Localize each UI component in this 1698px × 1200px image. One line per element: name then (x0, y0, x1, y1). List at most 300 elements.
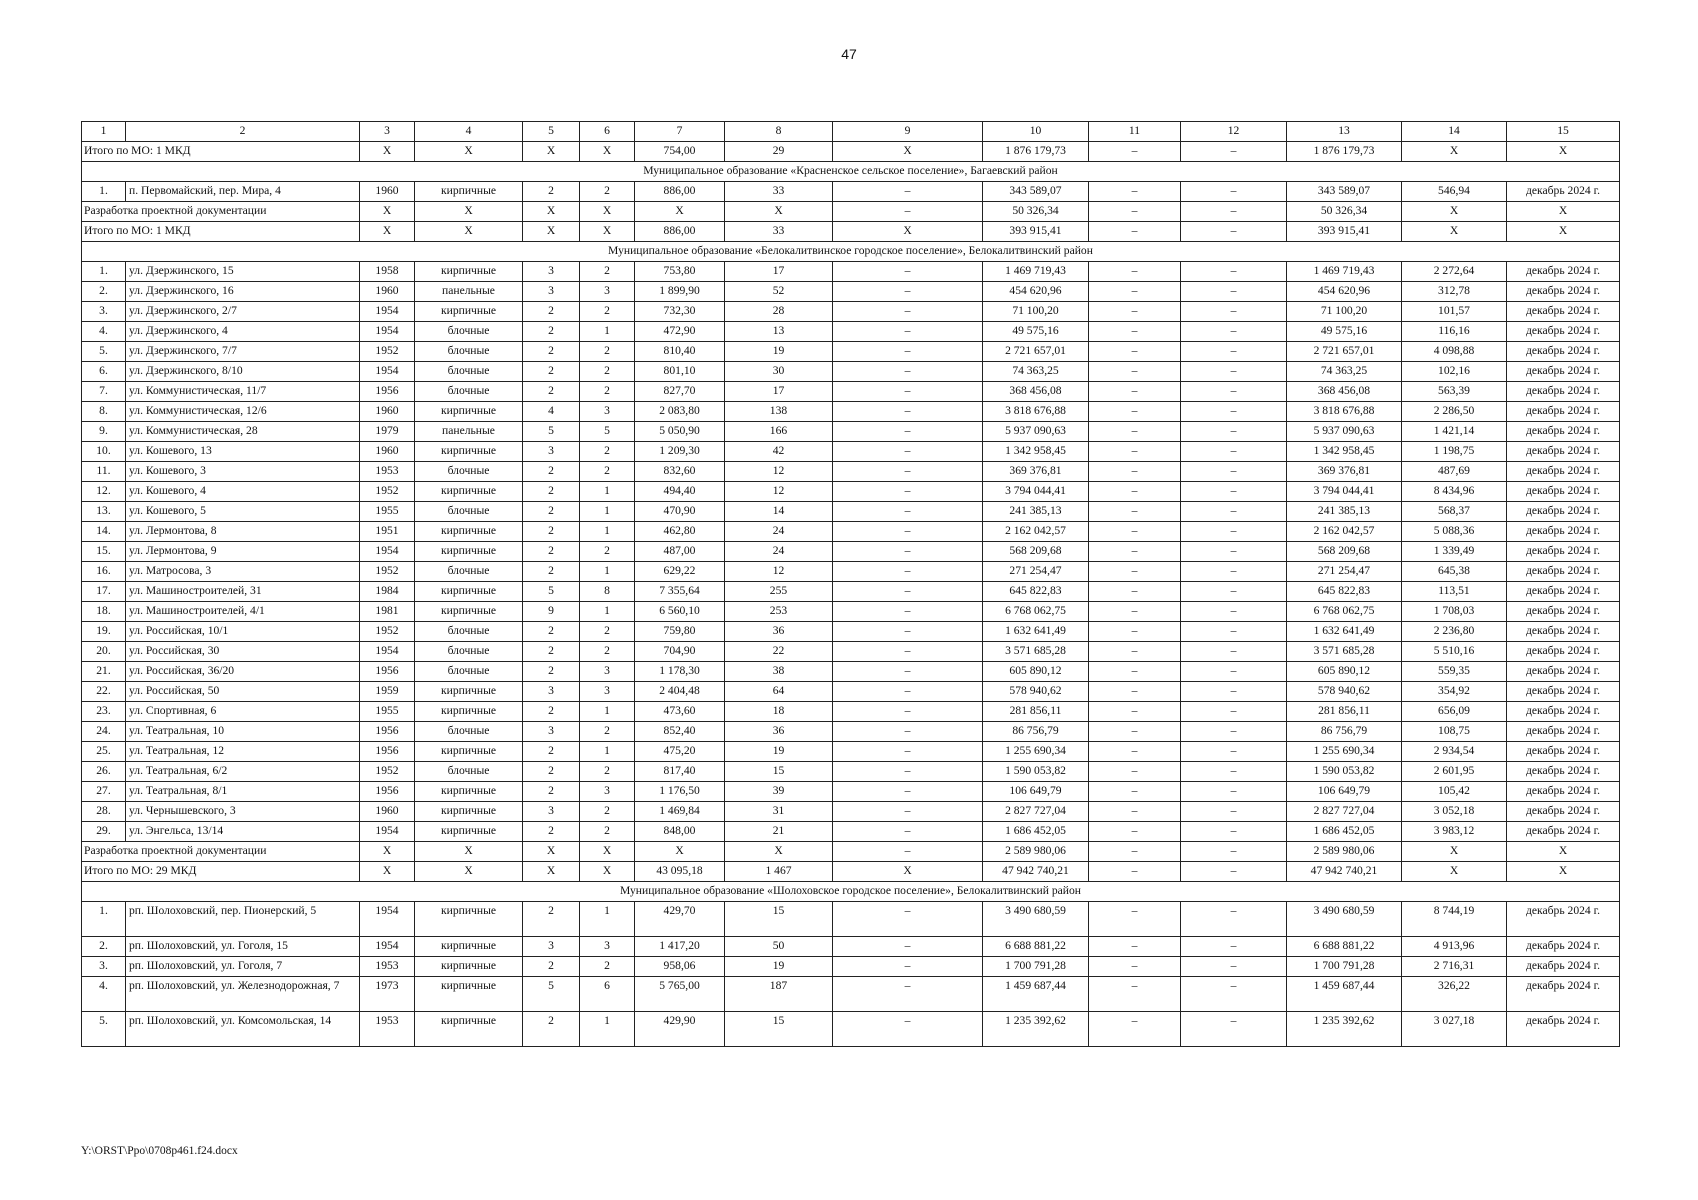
data-cell-c8: 50 (725, 937, 833, 957)
total-label: Итого по МО: 1 МКД (82, 142, 360, 162)
data-cell-c6: 3 (580, 662, 635, 682)
data-cell-c6: 2 (580, 822, 635, 842)
data-cell-c10: 2 721 657,01 (983, 342, 1089, 362)
data-cell-c8: 12 (725, 562, 833, 582)
total-cell-c8: 1 467 (725, 862, 833, 882)
row-number: 29. (82, 822, 126, 842)
data-cell-c10: 6 688 881,22 (983, 937, 1089, 957)
data-cell-c6: 3 (580, 682, 635, 702)
header-cell: 6 (580, 122, 635, 142)
row-number: 14. (82, 522, 126, 542)
data-cell-c14: 101,57 (1402, 302, 1507, 322)
address-cell: ул. Коммунистическая, 28 (126, 422, 360, 442)
row-number: 18. (82, 602, 126, 622)
total-cell-c4: X (415, 862, 523, 882)
data-cell-c6: 8 (580, 582, 635, 602)
data-cell-c10: 578 940,62 (983, 682, 1089, 702)
total-row (82, 842, 1620, 862)
total-cell-c3: X (360, 202, 415, 222)
total-cell-c3: X (360, 142, 415, 162)
address-cell: ул. Спортивная, 6 (126, 702, 360, 722)
data-cell-c13: 86 756,79 (1287, 722, 1402, 742)
data-cell-c12: – (1181, 282, 1287, 302)
data-cell-c14: 8 744,19 (1402, 902, 1507, 937)
data-cell-c12: – (1181, 702, 1287, 722)
address-cell: п. Первомайский, пер. Мира, 4 (126, 182, 360, 202)
data-cell-c6: 5 (580, 422, 635, 442)
data-cell-c8: 22 (725, 642, 833, 662)
row-number: 19. (82, 622, 126, 642)
data-cell-c7: 429,70 (635, 902, 725, 937)
total-cell-c10: 50 326,34 (983, 202, 1089, 222)
data-cell-c4: блочные (415, 462, 523, 482)
data-cell-c10: 1 342 958,45 (983, 442, 1089, 462)
data-cell-c4: кирпичные (415, 522, 523, 542)
data-cell-c5: 2 (523, 462, 580, 482)
data-cell-c3: 1952 (360, 342, 415, 362)
data-cell-c6: 3 (580, 937, 635, 957)
total-cell-c13: 47 942 740,21 (1287, 862, 1402, 882)
data-cell-c7: 629,22 (635, 562, 725, 582)
data-cell-c8: 13 (725, 322, 833, 342)
section-heading-row (82, 242, 1620, 262)
data-cell-c12: – (1181, 782, 1287, 802)
total-cell-c11: – (1089, 142, 1181, 162)
data-cell-c8: 15 (725, 762, 833, 782)
data-cell-c10: 281 856,11 (983, 702, 1089, 722)
total-cell-c5: X (523, 842, 580, 862)
table-row (82, 382, 1620, 402)
data-cell-c6: 6 (580, 977, 635, 1012)
total-cell-c6: X (580, 222, 635, 242)
data-cell-c11: – (1089, 442, 1181, 462)
data-cell-c6: 1 (580, 742, 635, 762)
data-cell-c10: 369 376,81 (983, 462, 1089, 482)
data-cell-c8: 21 (725, 822, 833, 842)
data-cell-c7: 487,00 (635, 542, 725, 562)
data-cell-c9: – (833, 442, 983, 462)
data-cell-c3: 1952 (360, 562, 415, 582)
data-cell-c3: 1960 (360, 402, 415, 422)
data-cell-c10: 1 700 791,28 (983, 957, 1089, 977)
data-cell-c13: 369 376,81 (1287, 462, 1402, 482)
data-cell-c3: 1952 (360, 762, 415, 782)
data-cell-c11: – (1089, 462, 1181, 482)
data-cell-c15: декабрь 2024 г. (1507, 722, 1620, 742)
data-cell-c10: 106 649,79 (983, 782, 1089, 802)
data-cell-c5: 2 (523, 622, 580, 642)
data-cell-c9: – (833, 382, 983, 402)
total-cell-c12: – (1181, 222, 1287, 242)
total-cell-c8: 33 (725, 222, 833, 242)
total-row (82, 142, 1620, 162)
data-cell-c9: – (833, 682, 983, 702)
data-cell-c5: 5 (523, 422, 580, 442)
data-cell-c3: 1951 (360, 522, 415, 542)
total-cell-c15: X (1507, 842, 1620, 862)
section-heading: Муниципальное образование «Шолоховское городское поселение», Белокалитвинский район (82, 882, 1620, 902)
data-cell-c15: декабрь 2024 г. (1507, 482, 1620, 502)
total-cell-c10: 47 942 740,21 (983, 862, 1089, 882)
data-cell-c13: 605 890,12 (1287, 662, 1402, 682)
table-row (82, 822, 1620, 842)
data-cell-c8: 64 (725, 682, 833, 702)
data-cell-c13: 454 620,96 (1287, 282, 1402, 302)
data-cell-c5: 3 (523, 937, 580, 957)
table-row (82, 182, 1620, 202)
address-cell: рп. Шолоховский, ул. Гоголя, 15 (126, 937, 360, 957)
data-cell-c7: 1 469,84 (635, 802, 725, 822)
data-cell-c14: 105,42 (1402, 782, 1507, 802)
total-cell-c12: – (1181, 142, 1287, 162)
data-cell-c13: 1 700 791,28 (1287, 957, 1402, 977)
data-cell-c13: 1 590 053,82 (1287, 762, 1402, 782)
total-cell-c3: X (360, 222, 415, 242)
table-row (82, 902, 1620, 937)
row-number: 5. (82, 342, 126, 362)
data-cell-c14: 8 434,96 (1402, 482, 1507, 502)
data-cell-c9: – (833, 582, 983, 602)
data-cell-c4: блочные (415, 622, 523, 642)
data-cell-c5: 3 (523, 682, 580, 702)
data-cell-c3: 1981 (360, 602, 415, 622)
data-cell-c4: кирпичные (415, 937, 523, 957)
data-cell-c13: 2 827 727,04 (1287, 802, 1402, 822)
data-cell-c8: 253 (725, 602, 833, 622)
row-number: 3. (82, 957, 126, 977)
data-cell-c4: кирпичные (415, 702, 523, 722)
data-cell-c9: – (833, 302, 983, 322)
data-cell-c10: 343 589,07 (983, 182, 1089, 202)
data-cell-c5: 2 (523, 782, 580, 802)
data-cell-c4: кирпичные (415, 262, 523, 282)
data-cell-c4: кирпичные (415, 1012, 523, 1047)
data-cell-c10: 605 890,12 (983, 662, 1089, 682)
table-row (82, 282, 1620, 302)
section-heading-row (82, 162, 1620, 182)
data-cell-c15: декабрь 2024 г. (1507, 362, 1620, 382)
data-cell-c7: 470,90 (635, 502, 725, 522)
data-cell-c6: 1 (580, 482, 635, 502)
header-cell: 14 (1402, 122, 1507, 142)
data-cell-c10: 1 235 392,62 (983, 1012, 1089, 1047)
data-cell-c3: 1960 (360, 442, 415, 462)
data-cell-c11: – (1089, 482, 1181, 502)
data-cell-c15: декабрь 2024 г. (1507, 602, 1620, 622)
data-cell-c14: 312,78 (1402, 282, 1507, 302)
data-cell-c4: кирпичные (415, 902, 523, 937)
data-cell-c13: 49 575,16 (1287, 322, 1402, 342)
total-row (82, 202, 1620, 222)
total-cell-c3: X (360, 862, 415, 882)
total-cell-c13: 2 589 980,06 (1287, 842, 1402, 862)
data-cell-c4: кирпичные (415, 957, 523, 977)
table-row (82, 977, 1620, 1012)
data-cell-c14: 4 913,96 (1402, 937, 1507, 957)
data-cell-c12: – (1181, 977, 1287, 1012)
data-cell-c3: 1954 (360, 937, 415, 957)
data-cell-c7: 832,60 (635, 462, 725, 482)
data-cell-c9: – (833, 322, 983, 342)
data-cell-c12: – (1181, 1012, 1287, 1047)
data-cell-c5: 3 (523, 262, 580, 282)
data-cell-c15: декабрь 2024 г. (1507, 582, 1620, 602)
data-cell-c6: 2 (580, 382, 635, 402)
data-cell-c7: 2 083,80 (635, 402, 725, 422)
data-cell-c10: 2 827 727,04 (983, 802, 1089, 822)
data-cell-c12: – (1181, 362, 1287, 382)
address-cell: рп. Шолоховский, пер. Пионерский, 5 (126, 902, 360, 937)
data-cell-c9: – (833, 937, 983, 957)
data-cell-c5: 2 (523, 362, 580, 382)
data-cell-c11: – (1089, 1012, 1181, 1047)
data-cell-c4: блочные (415, 662, 523, 682)
data-cell-c5: 4 (523, 402, 580, 422)
row-number: 1. (82, 902, 126, 937)
data-cell-c5: 5 (523, 977, 580, 1012)
row-number: 8. (82, 402, 126, 422)
data-cell-c9: – (833, 462, 983, 482)
address-cell: ул. Театральная, 8/1 (126, 782, 360, 802)
data-cell-c13: 1 342 958,45 (1287, 442, 1402, 462)
row-number: 10. (82, 442, 126, 462)
table-row (82, 522, 1620, 542)
data-cell-c4: кирпичные (415, 302, 523, 322)
address-cell: рп. Шолоховский, ул. Гоголя, 7 (126, 957, 360, 977)
data-cell-c12: – (1181, 902, 1287, 937)
data-cell-c5: 3 (523, 442, 580, 462)
table-row (82, 957, 1620, 977)
data-cell-c12: – (1181, 542, 1287, 562)
data-cell-c6: 3 (580, 402, 635, 422)
data-cell-c15: декабрь 2024 г. (1507, 182, 1620, 202)
address-cell: ул. Кошевого, 13 (126, 442, 360, 462)
data-cell-c10: 3 490 680,59 (983, 902, 1089, 937)
total-row (82, 222, 1620, 242)
data-cell-c11: – (1089, 262, 1181, 282)
total-cell-c10: 1 876 179,73 (983, 142, 1089, 162)
data-cell-c4: кирпичные (415, 442, 523, 462)
data-cell-c14: 354,92 (1402, 682, 1507, 702)
total-cell-c13: 393 915,41 (1287, 222, 1402, 242)
data-cell-c14: 4 098,88 (1402, 342, 1507, 362)
data-cell-c12: – (1181, 522, 1287, 542)
total-cell-c10: 2 589 980,06 (983, 842, 1089, 862)
total-cell-c15: X (1507, 222, 1620, 242)
data-cell-c9: – (833, 182, 983, 202)
data-cell-c8: 38 (725, 662, 833, 682)
data-cell-c3: 1956 (360, 662, 415, 682)
data-cell-c11: – (1089, 602, 1181, 622)
total-cell-c11: – (1089, 842, 1181, 862)
data-cell-c5: 2 (523, 322, 580, 342)
table-row (82, 362, 1620, 382)
data-cell-c13: 71 100,20 (1287, 302, 1402, 322)
data-cell-c11: – (1089, 342, 1181, 362)
data-cell-c3: 1958 (360, 262, 415, 282)
total-cell-c7: 754,00 (635, 142, 725, 162)
data-cell-c14: 3 027,18 (1402, 1012, 1507, 1047)
data-cell-c4: кирпичные (415, 742, 523, 762)
data-cell-c3: 1952 (360, 622, 415, 642)
total-cell-c6: X (580, 202, 635, 222)
total-cell-c5: X (523, 142, 580, 162)
data-cell-c11: – (1089, 182, 1181, 202)
data-cell-c8: 18 (725, 702, 833, 722)
row-number: 13. (82, 502, 126, 522)
data-cell-c10: 74 363,25 (983, 362, 1089, 382)
data-cell-c3: 1956 (360, 722, 415, 742)
data-cell-c4: блочные (415, 642, 523, 662)
data-cell-c12: – (1181, 742, 1287, 762)
total-cell-c5: X (523, 862, 580, 882)
data-cell-c3: 1955 (360, 502, 415, 522)
data-cell-c12: – (1181, 342, 1287, 362)
data-cell-c6: 2 (580, 622, 635, 642)
data-cell-c6: 2 (580, 442, 635, 462)
data-cell-c13: 1 459 687,44 (1287, 977, 1402, 1012)
data-cell-c6: 1 (580, 562, 635, 582)
data-cell-c7: 2 404,48 (635, 682, 725, 702)
data-cell-c10: 3 794 044,41 (983, 482, 1089, 502)
data-cell-c7: 704,90 (635, 642, 725, 662)
data-cell-c14: 1 339,49 (1402, 542, 1507, 562)
data-cell-c5: 9 (523, 602, 580, 622)
data-cell-c12: – (1181, 802, 1287, 822)
data-cell-c5: 2 (523, 1012, 580, 1047)
data-cell-c13: 1 235 392,62 (1287, 1012, 1402, 1047)
data-cell-c8: 36 (725, 622, 833, 642)
address-cell: ул. Российская, 30 (126, 642, 360, 662)
data-cell-c4: кирпичные (415, 782, 523, 802)
header-row (82, 122, 1620, 142)
data-cell-c11: – (1089, 542, 1181, 562)
section-heading-row (82, 882, 1620, 902)
data-cell-c9: – (833, 402, 983, 422)
total-cell-c14: X (1402, 222, 1507, 242)
data-cell-c10: 6 768 062,75 (983, 602, 1089, 622)
data-cell-c8: 166 (725, 422, 833, 442)
data-cell-c10: 368 456,08 (983, 382, 1089, 402)
data-cell-c13: 578 940,62 (1287, 682, 1402, 702)
table-row (82, 682, 1620, 702)
data-cell-c5: 2 (523, 662, 580, 682)
data-cell-c13: 2 721 657,01 (1287, 342, 1402, 362)
data-cell-c11: – (1089, 422, 1181, 442)
data-cell-c10: 271 254,47 (983, 562, 1089, 582)
data-cell-c7: 852,40 (635, 722, 725, 742)
total-cell-c11: – (1089, 862, 1181, 882)
data-cell-c8: 24 (725, 522, 833, 542)
data-cell-c14: 2 716,31 (1402, 957, 1507, 977)
data-cell-c12: – (1181, 582, 1287, 602)
table-row (82, 802, 1620, 822)
header-cell: 8 (725, 122, 833, 142)
data-cell-c8: 19 (725, 957, 833, 977)
data-cell-c9: – (833, 422, 983, 442)
table-row (82, 642, 1620, 662)
row-number: 2. (82, 282, 126, 302)
total-cell-c5: X (523, 202, 580, 222)
data-cell-c12: – (1181, 682, 1287, 702)
data-cell-c14: 3 983,12 (1402, 822, 1507, 842)
data-cell-c14: 559,35 (1402, 662, 1507, 682)
data-cell-c13: 1 686 452,05 (1287, 822, 1402, 842)
data-cell-c7: 6 560,10 (635, 602, 725, 622)
row-number: 17. (82, 582, 126, 602)
table-row (82, 662, 1620, 682)
data-cell-c3: 1960 (360, 802, 415, 822)
row-number: 26. (82, 762, 126, 782)
total-cell-c9: X (833, 862, 983, 882)
header-cell: 15 (1507, 122, 1620, 142)
total-cell-c7: X (635, 202, 725, 222)
address-cell: ул. Коммунистическая, 11/7 (126, 382, 360, 402)
header-cell: 12 (1181, 122, 1287, 142)
data-cell-c11: – (1089, 362, 1181, 382)
data-cell-c13: 3 818 676,88 (1287, 402, 1402, 422)
data-cell-c6: 2 (580, 542, 635, 562)
data-cell-c13: 368 456,08 (1287, 382, 1402, 402)
data-cell-c13: 1 255 690,34 (1287, 742, 1402, 762)
data-cell-c9: – (833, 642, 983, 662)
data-cell-c10: 1 632 641,49 (983, 622, 1089, 642)
data-cell-c9: – (833, 662, 983, 682)
data-cell-c6: 2 (580, 262, 635, 282)
data-cell-c11: – (1089, 302, 1181, 322)
total-label: Разработка проектной документации (82, 202, 360, 222)
data-cell-c14: 2 286,50 (1402, 402, 1507, 422)
data-cell-c9: – (833, 802, 983, 822)
data-cell-c8: 28 (725, 302, 833, 322)
header-cell: 13 (1287, 122, 1402, 142)
data-cell-c9: – (833, 502, 983, 522)
row-number: 27. (82, 782, 126, 802)
data-cell-c5: 5 (523, 582, 580, 602)
data-cell-c14: 546,94 (1402, 182, 1507, 202)
row-number: 4. (82, 977, 126, 1012)
data-cell-c13: 281 856,11 (1287, 702, 1402, 722)
data-cell-c8: 187 (725, 977, 833, 1012)
data-cell-c14: 1 708,03 (1402, 602, 1507, 622)
data-cell-c6: 3 (580, 782, 635, 802)
table-row (82, 442, 1620, 462)
data-cell-c3: 1984 (360, 582, 415, 602)
total-cell-c15: X (1507, 202, 1620, 222)
data-cell-c12: – (1181, 262, 1287, 282)
data-cell-c8: 17 (725, 262, 833, 282)
total-cell-c15: X (1507, 862, 1620, 882)
data-cell-c11: – (1089, 322, 1181, 342)
data-cell-c10: 3 571 685,28 (983, 642, 1089, 662)
data-cell-c4: кирпичные (415, 182, 523, 202)
data-cell-c8: 42 (725, 442, 833, 462)
data-cell-c5: 2 (523, 382, 580, 402)
data-cell-c10: 3 818 676,88 (983, 402, 1089, 422)
address-cell: ул. Машиностроителей, 31 (126, 582, 360, 602)
address-cell: ул. Театральная, 6/2 (126, 762, 360, 782)
total-cell-c14: X (1402, 862, 1507, 882)
data-cell-c10: 1 590 053,82 (983, 762, 1089, 782)
data-cell-c10: 454 620,96 (983, 282, 1089, 302)
data-cell-c14: 3 052,18 (1402, 802, 1507, 822)
data-cell-c3: 1956 (360, 782, 415, 802)
data-cell-c5: 2 (523, 762, 580, 782)
data-cell-c11: – (1089, 722, 1181, 742)
footer-file-path: Y:\ORST\Ppo\0708p461.f24.docx (81, 1145, 238, 1157)
data-cell-c12: – (1181, 622, 1287, 642)
data-cell-c4: кирпичные (415, 602, 523, 622)
